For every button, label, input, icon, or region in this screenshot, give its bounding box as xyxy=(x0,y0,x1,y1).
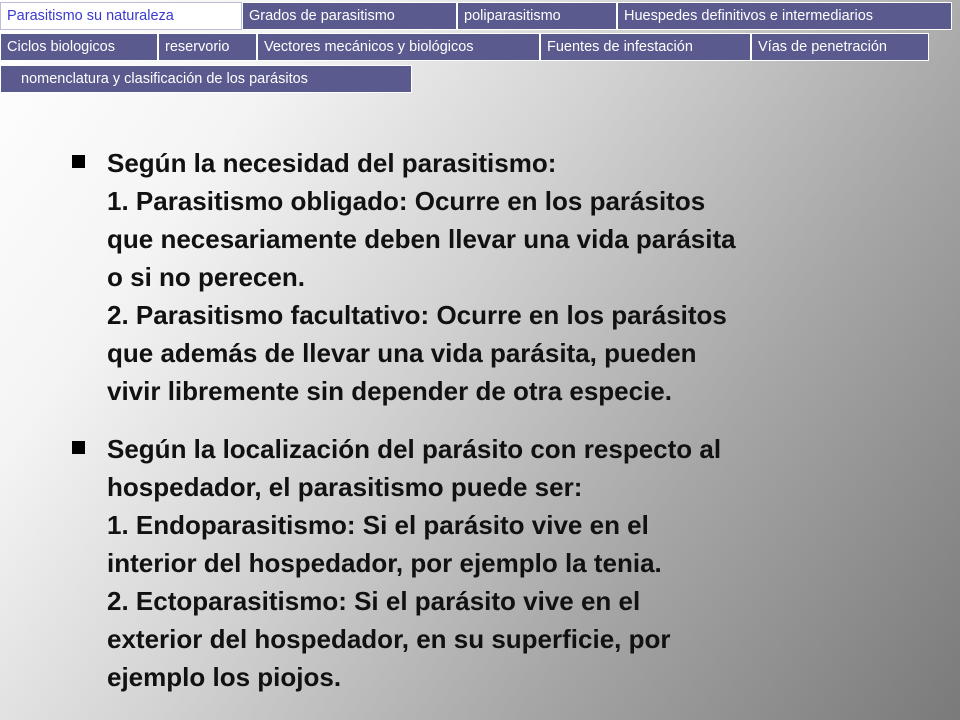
bullet-2-line-6: exterior del hospedador, en su superficie, por xyxy=(107,624,671,654)
tab-huespedes-definitivos-e-intermediarios[interactable]: Huespedes definitivos e intermediarios xyxy=(617,2,952,30)
tab-parasitismo-su-naturaleza[interactable]: Parasitismo su naturaleza xyxy=(0,2,242,30)
slide-content xyxy=(72,144,912,716)
tab-nomenclatura-y-clasificacion[interactable]: nomenclatura y clasificación de los parásitos xyxy=(0,65,412,93)
bullet-1-line-4: o si no perecen. xyxy=(107,262,305,292)
bullet-2-line-3: 1. Endoparasitismo: Si el parásito vive en el xyxy=(107,510,649,540)
tab-reservorio[interactable]: reservorio xyxy=(158,33,257,61)
nav-row-3 xyxy=(0,65,412,93)
tab-ciclos-biologicos[interactable]: Ciclos biologicos xyxy=(0,33,158,61)
tab-vectores-mecanicos-y-biologicos[interactable]: Vectores mecánicos y biológicos xyxy=(257,33,540,61)
bullet-1-line-5: 2. Parasitismo facultativo: Ocurre en los parásitos xyxy=(107,300,727,330)
nav-row-2 xyxy=(0,33,929,61)
bullet-1-line-7: vivir libremente sin depender de otra especie. xyxy=(107,376,672,406)
bullet-2-line-7: ejemplo los piojos. xyxy=(107,662,342,692)
bullet-necesidad-del-parasitismo xyxy=(72,144,912,410)
square-bullet-icon xyxy=(72,155,85,168)
bullet-1-line-2: 1. Parasitismo obligado: Ocurre en los parásitos xyxy=(107,186,706,216)
bullet-2-line-1: Según la localización del parásito con respecto al xyxy=(107,434,722,464)
tab-grados-de-parasitismo[interactable]: Grados de parasitismo xyxy=(242,2,457,30)
bullet-1-line-3: que necesariamente deben llevar una vida parásita xyxy=(107,224,736,254)
nav-row-1 xyxy=(0,2,952,30)
tab-poliparasitismo[interactable]: poliparasitismo xyxy=(457,2,617,30)
tab-vias-de-penetracion[interactable]: Vías de penetración xyxy=(751,33,929,61)
tab-fuentes-de-infestacion[interactable]: Fuentes de infestación xyxy=(540,33,751,61)
bullet-2-line-5: 2. Ectoparasitismo: Si el parásito vive en el xyxy=(107,586,641,616)
bullet-1-line-6: que además de llevar una vida parásita, pueden xyxy=(107,338,697,368)
bullet-2-line-2: hospedador, el parasitismo puede ser: xyxy=(107,472,583,502)
bullet-1-line-1: Según la necesidad del parasitismo: xyxy=(107,148,557,178)
square-bullet-icon xyxy=(72,441,85,454)
bullet-localizacion-del-parasito xyxy=(72,430,912,696)
bullet-2-line-4: interior del hospedador, por ejemplo la tenia. xyxy=(107,548,662,578)
